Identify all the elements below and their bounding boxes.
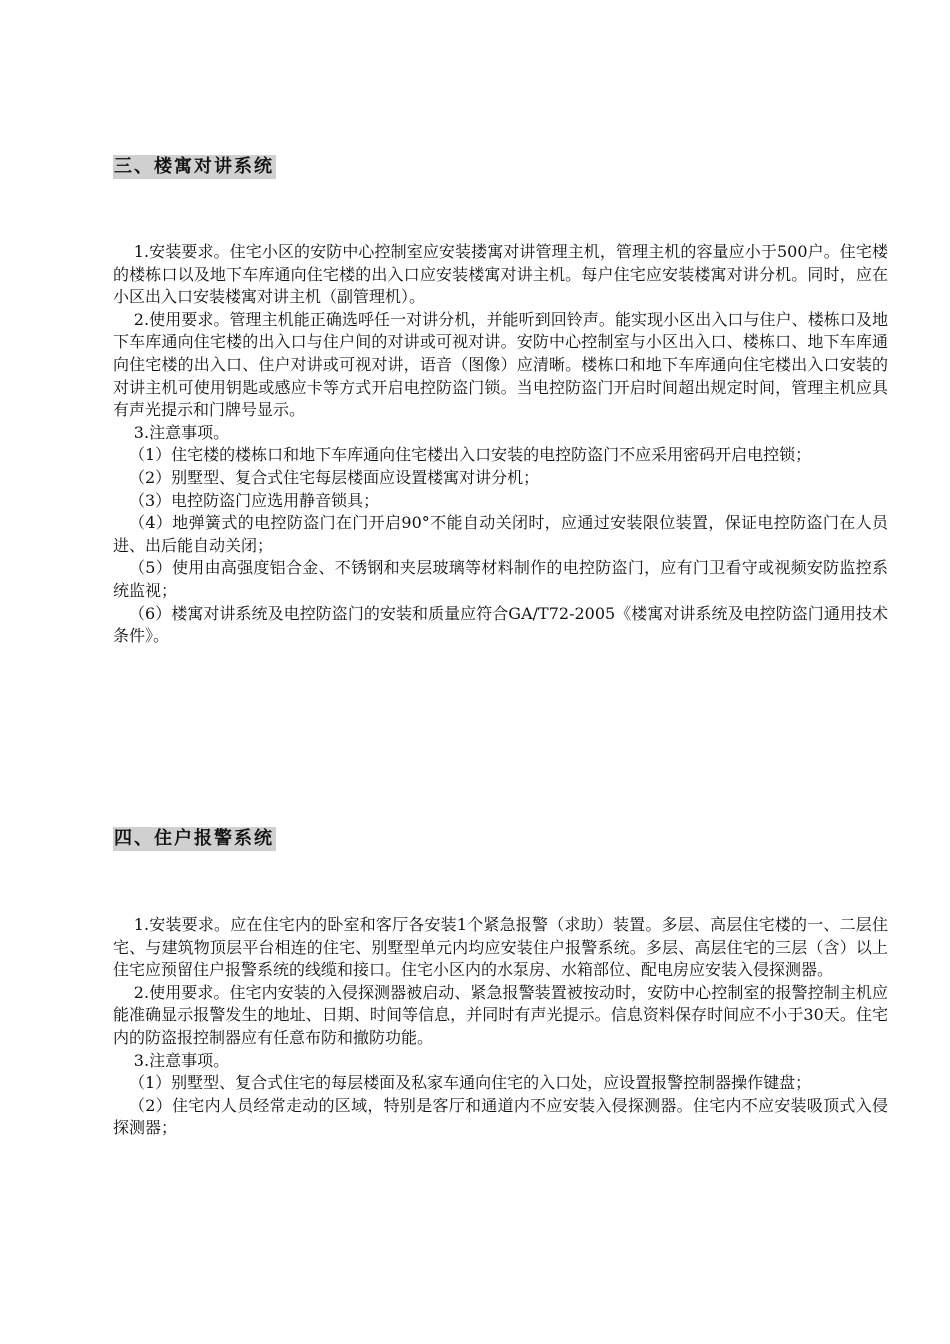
section-3-note-item: （2）别墅型、复合式住宅每层楼面应设置楼寓对讲分机； [129, 467, 540, 487]
section-4-note-item: （1）别墅型、复合式住宅的每层楼面及私家车通向住宅的入口处，应设置报警控制器操作键盘； [129, 1073, 812, 1093]
section-4-usage-requirements: 2.使用要求。住宅内安装的入侵探测器被启动、紧急报警装置被按动时，安防中心控制室的报警控制主机应能准确显示报警发生的地址、日期、时间等信息，并同时有声光提示。信息资料保存时间应不小于30天。住宅内的防盗报控制器应有任意布防和撤防功能。 [113, 982, 888, 1047]
section-3-note-item: （5）使用由高强度铝合金、不锈钢和夹层玻璃等材料制作的电控防盗门，应有门卫看守或视频安防监控系统监视； [113, 558, 888, 600]
section-4-notes-title: 3.注意事项。 [133, 1050, 230, 1070]
section-4-install-requirements: 1.安装要求。应在住宅内的卧室和客厅各安装1个紧急报警（求助）装置。多层、高层住宅楼的一、二层住宅、与建筑物顶层平台相连的住宅、别墅型单元内均应安装住户报警系统。多层、高层住宅的三层（含）以上住宅应预留住户报警系统的线缆和接口。住宅小区内的水泵房、水箱部位、配电房应安装入侵探测器。 [113, 915, 888, 980]
section-4-heading: 四、住户报警系统 [114, 828, 274, 849]
section-3-body [113, 241, 888, 648]
section-3-note-item: （3）电控防盗门应选用静音锁具； [129, 490, 380, 510]
section-3-usage-requirements: 2.使用要求。管理主机能正确选呼任一对讲分机，并能听到回铃声。能实现小区出入口与住户、楼栋口及地下车库通向住宅楼的出入口与住户间的对讲或可视对讲。安防中心控制室与小区出入口、楼栋口、地下车库通向住宅楼的出入口、住户对讲或可视对讲，语音（图像）应清晰。楼栋口和地下车库通向住宅楼出入口安装的对讲主机可使用钥匙或感应卡等方式开启电控防盗门锁。当电控防盗门开启时间超出规定时间，管理主机应具有声光提示和门牌号显示。 [113, 309, 888, 420]
section-3-note-item: （6）楼寓对讲系统及电控防盗门的安装和质量应符合GA/T72-2005《楼寓对讲系统及电控防盗门通用技术条件》。 [113, 603, 888, 646]
section-3-heading-block [113, 155, 888, 179]
section-3-install-requirements: 1.安装要求。住宅小区的安防中心控制室应安装搂寓对讲管理主机，管理主机的容量应小于500户。住宅楼的楼栋口以及地下车库通向住宅楼的出入口应安装楼寓对讲主机。每户住宅应安装楼寓对讲分机。同时，应在小区出入口安装楼寓对讲主机（副管理机）。 [113, 242, 888, 307]
section-3-notes-title: 3.注意事项。 [133, 422, 230, 442]
section-3-note-item: （4）地弹簧式的电控防盗门在门开启90°不能自动关闭时，应通过安装限位装置，保证电控防盗门在人员进、出后能自动关闭； [113, 513, 888, 555]
section-3-heading: 三、楼寓对讲系统 [114, 156, 274, 177]
section-4-body [113, 914, 888, 1140]
section-3-note-item: （1）住宅楼的楼栋口和地下车库通向住宅楼出入口安装的电控防盗门不应采用密码开启电控锁； [129, 445, 812, 465]
section-4-heading-block [113, 827, 888, 851]
section-4-note-item: （2）住宅内人员经常走动的区域，特别是客厅和通道内不应安装入侵探测器。住宅内不应安装吸顶式入侵探测器； [113, 1095, 888, 1138]
